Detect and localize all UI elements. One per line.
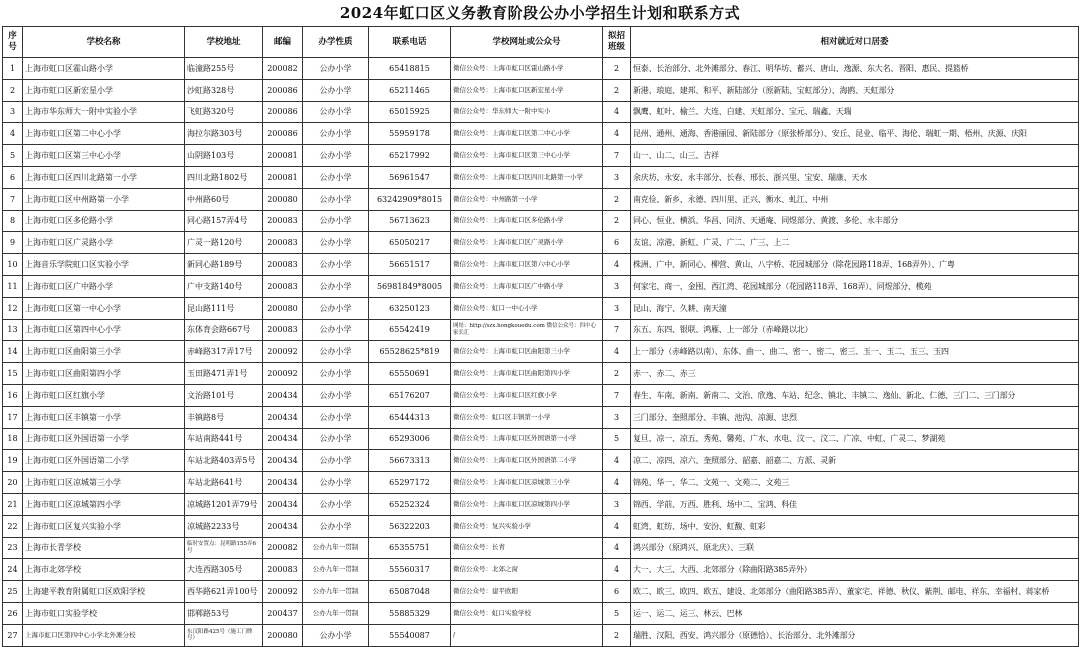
cell-phone: 55560317 (369, 559, 451, 581)
cell-address: 临时安置点：昆明路155弄6号 (185, 537, 263, 559)
cell-classes: 7 (603, 319, 631, 341)
cell-community: 赤一、赤二、赤三 (631, 363, 1079, 385)
cell-classes: 4 (603, 537, 631, 559)
cell-postcode: 200092 (263, 341, 303, 363)
cell-phone: 65252324 (369, 493, 451, 515)
header-community: 相对就近对口居委 (631, 27, 1079, 58)
cell-school-name: 上海市虹口区第四中心小学 (23, 319, 185, 341)
cell-web: 微信公众号：华东师大一附中实小 (451, 101, 603, 123)
cell-phone: 65015925 (369, 101, 451, 123)
header-postcode: 邮编 (263, 27, 303, 58)
cell-classes: 4 (603, 450, 631, 472)
cell-type: 公办小学 (303, 624, 369, 646)
cell-type: 公办小学 (303, 79, 369, 101)
cell-no: 26 (3, 602, 23, 624)
cell-web: 微信公众号：上海市虹口区广灵路小学 (451, 232, 603, 254)
cell-address: 车站南路441号 (185, 428, 263, 450)
cell-phone: 55885329 (369, 602, 451, 624)
table-row (3, 406, 1079, 428)
cell-no: 14 (3, 341, 23, 363)
table-row (3, 581, 1079, 603)
cell-classes: 2 (603, 210, 631, 232)
cell-school-name: 上海市虹口区广灵路小学 (23, 232, 185, 254)
cell-address: 临潼路255号 (185, 58, 263, 80)
table-row (3, 341, 1079, 363)
cell-classes: 3 (603, 275, 631, 297)
cell-web: 微信公众号：上海市虹口区外国语第二小学 (451, 450, 603, 472)
cell-classes: 4 (603, 254, 631, 276)
cell-address: 车站北路641号 (185, 472, 263, 494)
cell-classes: 3 (603, 406, 631, 428)
cell-community: 上一部分（赤峰路以南）、东体、曲一、曲二、密一、密二、密三、玉一、玉二、玉三、玉四 (631, 341, 1079, 363)
cell-no: 24 (3, 559, 23, 581)
cell-no: 12 (3, 297, 23, 319)
cell-classes: 2 (603, 363, 631, 385)
table-row (3, 58, 1079, 80)
cell-school-name: 上海市虹口区霍山路小学 (23, 58, 185, 80)
cell-address: 邯郸路53号 (185, 602, 263, 624)
cell-community: 复旦、凉一、凉五、秀苑、馨苑、广水、水电、汶一、汶二、广凉、中虹、广灵二、梦湖苑 (631, 428, 1079, 450)
cell-no: 2 (3, 79, 23, 101)
cell-phone: 65355751 (369, 537, 451, 559)
cell-community: 锦西、学前、万西、胜利、场中二、宝鸿、科佳 (631, 493, 1079, 515)
cell-no: 11 (3, 275, 23, 297)
table-row (3, 537, 1079, 559)
table-row (3, 515, 1079, 537)
cell-phone: 65418815 (369, 58, 451, 80)
cell-phone: 63242909*8015 (369, 188, 451, 210)
cell-community: 山一、山二、山三、吉祥 (631, 145, 1079, 167)
cell-web: 微信公众号：中州路第一小学 (451, 188, 603, 210)
cell-address: 文治路101号 (185, 384, 263, 406)
cell-type: 公办小学 (303, 232, 369, 254)
table-row (3, 384, 1079, 406)
cell-address: 玉田路471弄1号 (185, 363, 263, 385)
cell-school-name: 上海市华东师大一附中实验小学 (23, 101, 185, 123)
cell-postcode: 200082 (263, 537, 303, 559)
cell-postcode: 200083 (263, 559, 303, 581)
cell-no: 5 (3, 145, 23, 167)
cell-postcode: 200434 (263, 384, 303, 406)
cell-school-name: 上海市长青学校 (23, 537, 185, 559)
table-row (3, 188, 1079, 210)
cell-address: 新同心路189号 (185, 254, 263, 276)
cell-address: 中州路60号 (185, 188, 263, 210)
cell-no: 15 (3, 363, 23, 385)
cell-postcode: 200086 (263, 79, 303, 101)
cell-school-name: 上海市虹口区外国语第二小学 (23, 450, 185, 472)
header-name: 学校名称 (23, 27, 185, 58)
cell-address: 同心路157弄4号 (185, 210, 263, 232)
cell-community: 昆山、海宁、久耕、南天潼 (631, 297, 1079, 319)
cell-school-name: 上海市虹口区多伦路小学 (23, 210, 185, 232)
cell-address: 海拉尔路303号 (185, 123, 263, 145)
cell-no: 18 (3, 428, 23, 450)
cell-type: 公办小学 (303, 101, 369, 123)
cell-web: 微信公众号：上海市虹口区外国语第一小学 (451, 428, 603, 450)
cell-postcode: 200086 (263, 101, 303, 123)
table-row (3, 123, 1079, 145)
table-row (3, 428, 1079, 450)
cell-address: 丰镇路8号 (185, 406, 263, 428)
cell-school-name: 上海市虹口区丰镇第一小学 (23, 406, 185, 428)
table-row (3, 602, 1079, 624)
table-row (3, 559, 1079, 581)
cell-postcode: 200083 (263, 254, 303, 276)
cell-school-name: 上海市北郊学校 (23, 559, 185, 581)
cell-community: 昆州、通州、通海、香港丽园、新陆部分（原张桥部分）、安丘、昆业、临平、海伦、瑞虹一期、梧州、庆源、庆阳 (631, 123, 1079, 145)
cell-school-name: 上海市虹口区曲阳第三小学 (23, 341, 185, 363)
table-row (3, 210, 1079, 232)
cell-web: 微信公众号：上海市虹口区多伦路小学 (451, 210, 603, 232)
cell-address: 赤峰路317弄17号 (185, 341, 263, 363)
cell-classes: 4 (603, 123, 631, 145)
cell-school-name: 上海市虹口区凉城第三小学 (23, 472, 185, 494)
cell-postcode: 200080 (263, 188, 303, 210)
cell-classes: 5 (603, 428, 631, 450)
header-address: 学校地址 (185, 27, 263, 58)
cell-type: 公办小学 (303, 406, 369, 428)
cell-school-name: 上海市虹口区红旗小学 (23, 384, 185, 406)
cell-classes: 4 (603, 341, 631, 363)
cell-school-name: 上海市虹口区第三中心小学 (23, 145, 185, 167)
table-row (3, 319, 1079, 341)
cell-type: 公办小学 (303, 472, 369, 494)
cell-phone: 65217992 (369, 145, 451, 167)
cell-phone: 55540087 (369, 624, 451, 646)
cell-no: 10 (3, 254, 23, 276)
cell-no: 3 (3, 101, 23, 123)
cell-type: 公办九年一贯制 (303, 559, 369, 581)
cell-community: 鸿兴部分（原鸿兴、原北庆）、三联 (631, 537, 1079, 559)
table-row (3, 450, 1079, 472)
table-body (3, 58, 1079, 647)
cell-web: 微信公众号：上海市虹口区霍山路小学 (451, 58, 603, 80)
cell-type: 公办小学 (303, 297, 369, 319)
table-row (3, 493, 1079, 515)
cell-web: 微信公众号：上海市虹口区第六中心小学 (451, 254, 603, 276)
cell-web: 微信公众号：建平欧阳 (451, 581, 603, 603)
cell-school-name: 上海市虹口区四川北路第一小学 (23, 166, 185, 188)
cell-school-name: 上海市虹口区外国语第一小学 (23, 428, 185, 450)
cell-no: 6 (3, 166, 23, 188)
cell-type: 公办九年一贯制 (303, 581, 369, 603)
cell-web: 微信公众号：上海市虹口区广中路小学 (451, 275, 603, 297)
cell-postcode: 200083 (263, 232, 303, 254)
cell-postcode: 200434 (263, 493, 303, 515)
cell-classes: 3 (603, 493, 631, 515)
page-title: 2024年虹口区义务教育阶段公办小学招生计划和联系方式 (339, 4, 741, 22)
cell-classes: 6 (603, 581, 631, 603)
cell-community: 友谊、凉港、新虹、广灵、广二、广三、上二 (631, 232, 1079, 254)
cell-postcode: 200080 (263, 624, 303, 646)
cell-classes: 6 (603, 232, 631, 254)
cell-address: 山阴路103号 (185, 145, 263, 167)
cell-no: 23 (3, 537, 23, 559)
table-row (3, 101, 1079, 123)
cell-postcode: 200434 (263, 472, 303, 494)
cell-postcode: 200092 (263, 581, 303, 603)
cell-school-name: 上海市虹口区广中路小学 (23, 275, 185, 297)
cell-web: 微信公众号：上海市虹口区红旗小学 (451, 384, 603, 406)
cell-type: 公办小学 (303, 145, 369, 167)
cell-no: 1 (3, 58, 23, 80)
cell-address: 广灵一路120号 (185, 232, 263, 254)
table-row (3, 472, 1079, 494)
cell-postcode: 200092 (263, 363, 303, 385)
cell-no: 8 (3, 210, 23, 232)
cell-classes: 4 (603, 101, 631, 123)
cell-type: 公办小学 (303, 123, 369, 145)
cell-school-name: 上海市虹口区中州路第一小学 (23, 188, 185, 210)
cell-web: 微信公众号：长青 (451, 537, 603, 559)
cell-type: 公办小学 (303, 254, 369, 276)
cell-school-name: 上海市虹口实验学校 (23, 602, 185, 624)
cell-phone: 63250123 (369, 297, 451, 319)
cell-type: 公办小学 (303, 341, 369, 363)
cell-type: 公办小学 (303, 363, 369, 385)
cell-address: 东汉阳路425号（施工门牌号） (185, 624, 263, 646)
cell-address: 昆山路111号 (185, 297, 263, 319)
cell-phone: 56651517 (369, 254, 451, 276)
cell-type: 公办小学 (303, 428, 369, 450)
cell-web: 微信公众号：虹口一中心小学 (451, 297, 603, 319)
cell-classes: 3 (603, 166, 631, 188)
cell-classes: 2 (603, 79, 631, 101)
cell-classes: 4 (603, 515, 631, 537)
cell-web: 微信公众号：上海市虹口区凉城第四小学 (451, 493, 603, 515)
cell-no: 25 (3, 581, 23, 603)
cell-web: 微信公众号：北郊之窗 (451, 559, 603, 581)
cell-school-name: 上海建平教育附属虹口区欧阳学校 (23, 581, 185, 603)
header-type: 办学性质 (303, 27, 369, 58)
cell-community: 春生、车南、新南、新南二、文治、欣逸、车站、纪念、镇北、丰镇二、逸仙、新北、仁德、三门二、三门部分 (631, 384, 1079, 406)
cell-community: 何家宅、商一、金囤、西江湾、花园城部分（花园路118弄、168弄）、同煜部分、榄苑 (631, 275, 1079, 297)
cell-no: 27 (3, 624, 23, 646)
cell-web: 微信公众号：上海市虹口区凉城第三小学 (451, 472, 603, 494)
table-row (3, 363, 1079, 385)
cell-web: 微信公众号：上海市虹口区曲阳第四小学 (451, 363, 603, 385)
cell-school-name: 上海市虹口区新宏星小学 (23, 79, 185, 101)
cell-postcode: 200434 (263, 515, 303, 537)
table-header-row (3, 27, 1079, 58)
cell-postcode: 200081 (263, 166, 303, 188)
cell-web: 微信公众号：上海市虹口区第三中心小学 (451, 145, 603, 167)
cell-phone: 56322203 (369, 515, 451, 537)
cell-no: 4 (3, 123, 23, 145)
cell-community: 三门部分、奎照部分、丰镇、池沟、凉源、忠烈 (631, 406, 1079, 428)
table-row (3, 145, 1079, 167)
cell-classes: 4 (603, 472, 631, 494)
cell-type: 公办小学 (303, 188, 369, 210)
cell-no: 20 (3, 472, 23, 494)
cell-no: 13 (3, 319, 23, 341)
cell-web: 微信公众号：上海市虹口区四川北路第一小学 (451, 166, 603, 188)
cell-postcode: 200434 (263, 406, 303, 428)
cell-community: 锦苑、华一、华二、文苑一、文苑二、文苑三 (631, 472, 1079, 494)
cell-school-name: 上海音乐学院虹口区实验小学 (23, 254, 185, 276)
table-row (3, 79, 1079, 101)
cell-no: 17 (3, 406, 23, 428)
cell-type: 公办小学 (303, 166, 369, 188)
cell-type: 公办九年一贯制 (303, 537, 369, 559)
cell-postcode: 200081 (263, 145, 303, 167)
cell-postcode: 200434 (263, 428, 303, 450)
header-phone: 联系电话 (369, 27, 451, 58)
cell-web: 微信公众号：虹口实验学校 (451, 602, 603, 624)
cell-school-name: 上海市虹口区复兴实验小学 (23, 515, 185, 537)
cell-phone: 65542419 (369, 319, 451, 341)
cell-community: 株洲、广中、新同心、柳营、黄山、八字桥、花园城部分（除花园路118弄、168弄外）、广粤 (631, 254, 1079, 276)
cell-address: 东体育会路667号 (185, 319, 263, 341)
cell-type: 公办小学 (303, 493, 369, 515)
cell-postcode: 200083 (263, 275, 303, 297)
cell-type: 公办小学 (303, 515, 369, 537)
cell-web: / (451, 624, 603, 646)
cell-phone: 65211465 (369, 79, 451, 101)
cell-school-name: 上海市虹口区凉城第四小学 (23, 493, 185, 515)
cell-postcode: 200083 (263, 319, 303, 341)
cell-no: 19 (3, 450, 23, 472)
cell-type: 公办小学 (303, 319, 369, 341)
cell-phone: 55959178 (369, 123, 451, 145)
cell-phone: 65050217 (369, 232, 451, 254)
cell-type: 公办小学 (303, 275, 369, 297)
cell-web: 微信公众号：复兴实验小学 (451, 515, 603, 537)
cell-community: 虹湾、虹纺、场中、安汾、虹馥、虹彩 (631, 515, 1079, 537)
cell-phone: 65297172 (369, 472, 451, 494)
cell-web: 微信公众号：上海市虹口区第二中心小学 (451, 123, 603, 145)
header-web: 学校网址或公众号 (451, 27, 603, 58)
cell-web: 微信公众号：虹口区丰镇第一小学 (451, 406, 603, 428)
cell-community: 恒泰、长治部分、北外滩部分、春江、明华坊、蓄兴、唐山、逸源、东大名、晋阳、惠民、提篮桥 (631, 58, 1079, 80)
cell-phone: 65087048 (369, 581, 451, 603)
cell-address: 凉城路1201弄79号 (185, 493, 263, 515)
cell-type: 公办小学 (303, 210, 369, 232)
cell-address: 飞虹路320号 (185, 101, 263, 123)
cell-address: 凉城路2233号 (185, 515, 263, 537)
table-row (3, 232, 1079, 254)
cell-type: 公办小学 (303, 58, 369, 80)
cell-no: 21 (3, 493, 23, 515)
table-row (3, 254, 1079, 276)
cell-classes: 3 (603, 297, 631, 319)
cell-postcode: 200437 (263, 602, 303, 624)
cell-classes: 2 (603, 624, 631, 646)
cell-address: 广中支路140号 (185, 275, 263, 297)
cell-type: 公办小学 (303, 384, 369, 406)
cell-community: 新港、琅庭、建邦、和平、新陆部分（原新陆、宝虹部分）、海鸥、天虹部分 (631, 79, 1079, 101)
cell-postcode: 200086 (263, 123, 303, 145)
cell-community: 瑞胜、汉阳、西安、鸿兴部分（原德恰）、长治部分、北外滩部分 (631, 624, 1079, 646)
table-row (3, 275, 1079, 297)
cell-classes: 7 (603, 145, 631, 167)
cell-no: 16 (3, 384, 23, 406)
cell-phone: 65176207 (369, 384, 451, 406)
table-row (3, 624, 1079, 646)
cell-phone: 56713623 (369, 210, 451, 232)
cell-phone: 65293006 (369, 428, 451, 450)
cell-community: 余庆坊、永安、永丰部分、长春、邢长、浙兴里、宝安、瑞康、天水 (631, 166, 1079, 188)
cell-community: 南克俭、新乡、永德、四川里、正兴、衡水、虬江、中州 (631, 188, 1079, 210)
cell-type: 公办小学 (303, 450, 369, 472)
cell-web: 网址：http://szx.hongkouedu.com 微信公众号：四中心家长汇 (451, 319, 603, 341)
cell-address: 沙虹路328号 (185, 79, 263, 101)
cell-web: 微信公众号：上海市虹口区新宏星小学 (451, 79, 603, 101)
cell-classes: 5 (603, 602, 631, 624)
cell-address: 大连西路305号 (185, 559, 263, 581)
cell-school-name: 上海市虹口区曲阳第四小学 (23, 363, 185, 385)
cell-school-name: 上海市虹口区第二中心小学 (23, 123, 185, 145)
cell-no: 7 (3, 188, 23, 210)
cell-community: 运一、运二、运三、林云、巴林 (631, 602, 1079, 624)
cell-address: 车站北路403弄5号 (185, 450, 263, 472)
cell-phone: 56673313 (369, 450, 451, 472)
cell-school-name: 上海市虹口区第一中心小学 (23, 297, 185, 319)
table-row (3, 166, 1079, 188)
cell-phone: 56961547 (369, 166, 451, 188)
cell-phone: 56981849*8005 (369, 275, 451, 297)
cell-community: 同心、恒业、横浜、华昌、同济、天通庵、同煜部分、黄渡、多伦、永丰部分 (631, 210, 1079, 232)
cell-web: 微信公众号：上海市虹口区曲阳第三小学 (451, 341, 603, 363)
cell-type: 公办九年一贯制 (303, 602, 369, 624)
header-classes: 拟招班级 (603, 27, 631, 58)
cell-phone: 65528625*819 (369, 341, 451, 363)
cell-postcode: 200083 (263, 210, 303, 232)
cell-community: 飘鹰、虹叶、榆兰、大连、白建、天虹部分、宝元、瑞鑫、天瑞 (631, 101, 1079, 123)
table-row (3, 297, 1079, 319)
cell-no: 9 (3, 232, 23, 254)
cell-classes: 2 (603, 58, 631, 80)
cell-address: 西华路621弄100号 (185, 581, 263, 603)
cell-phone: 65550691 (369, 363, 451, 385)
cell-postcode: 200434 (263, 450, 303, 472)
cell-community: 凉二、凉四、凉六、奎照部分、韶嘉、韶嘉二、方派、灵新 (631, 450, 1079, 472)
cell-classes: 4 (603, 559, 631, 581)
cell-classes: 2 (603, 188, 631, 210)
enrollment-table (2, 26, 1079, 647)
cell-postcode: 200082 (263, 58, 303, 80)
cell-community: 大一、大三、大西、北郊部分（除曲阳路385弄外） (631, 559, 1079, 581)
cell-phone: 65444313 (369, 406, 451, 428)
cell-community: 东五、东四、银联、鸿雁、上一部分（赤峰路以北） (631, 319, 1079, 341)
cell-no: 22 (3, 515, 23, 537)
cell-postcode: 200080 (263, 297, 303, 319)
cell-classes: 7 (603, 384, 631, 406)
cell-community: 欧二、欧三、欧四、欧五、建设、北郊部分（曲阳路385弄）、董家宅、祥德、秋仪、紫荆、邮电、祥东、幸福村、蒋家桥 (631, 581, 1079, 603)
header-no: 序号 (3, 27, 23, 58)
cell-address: 四川北路1802号 (185, 166, 263, 188)
cell-school-name: 上海市虹口区第四中心小学北外滩分校 (23, 624, 185, 646)
